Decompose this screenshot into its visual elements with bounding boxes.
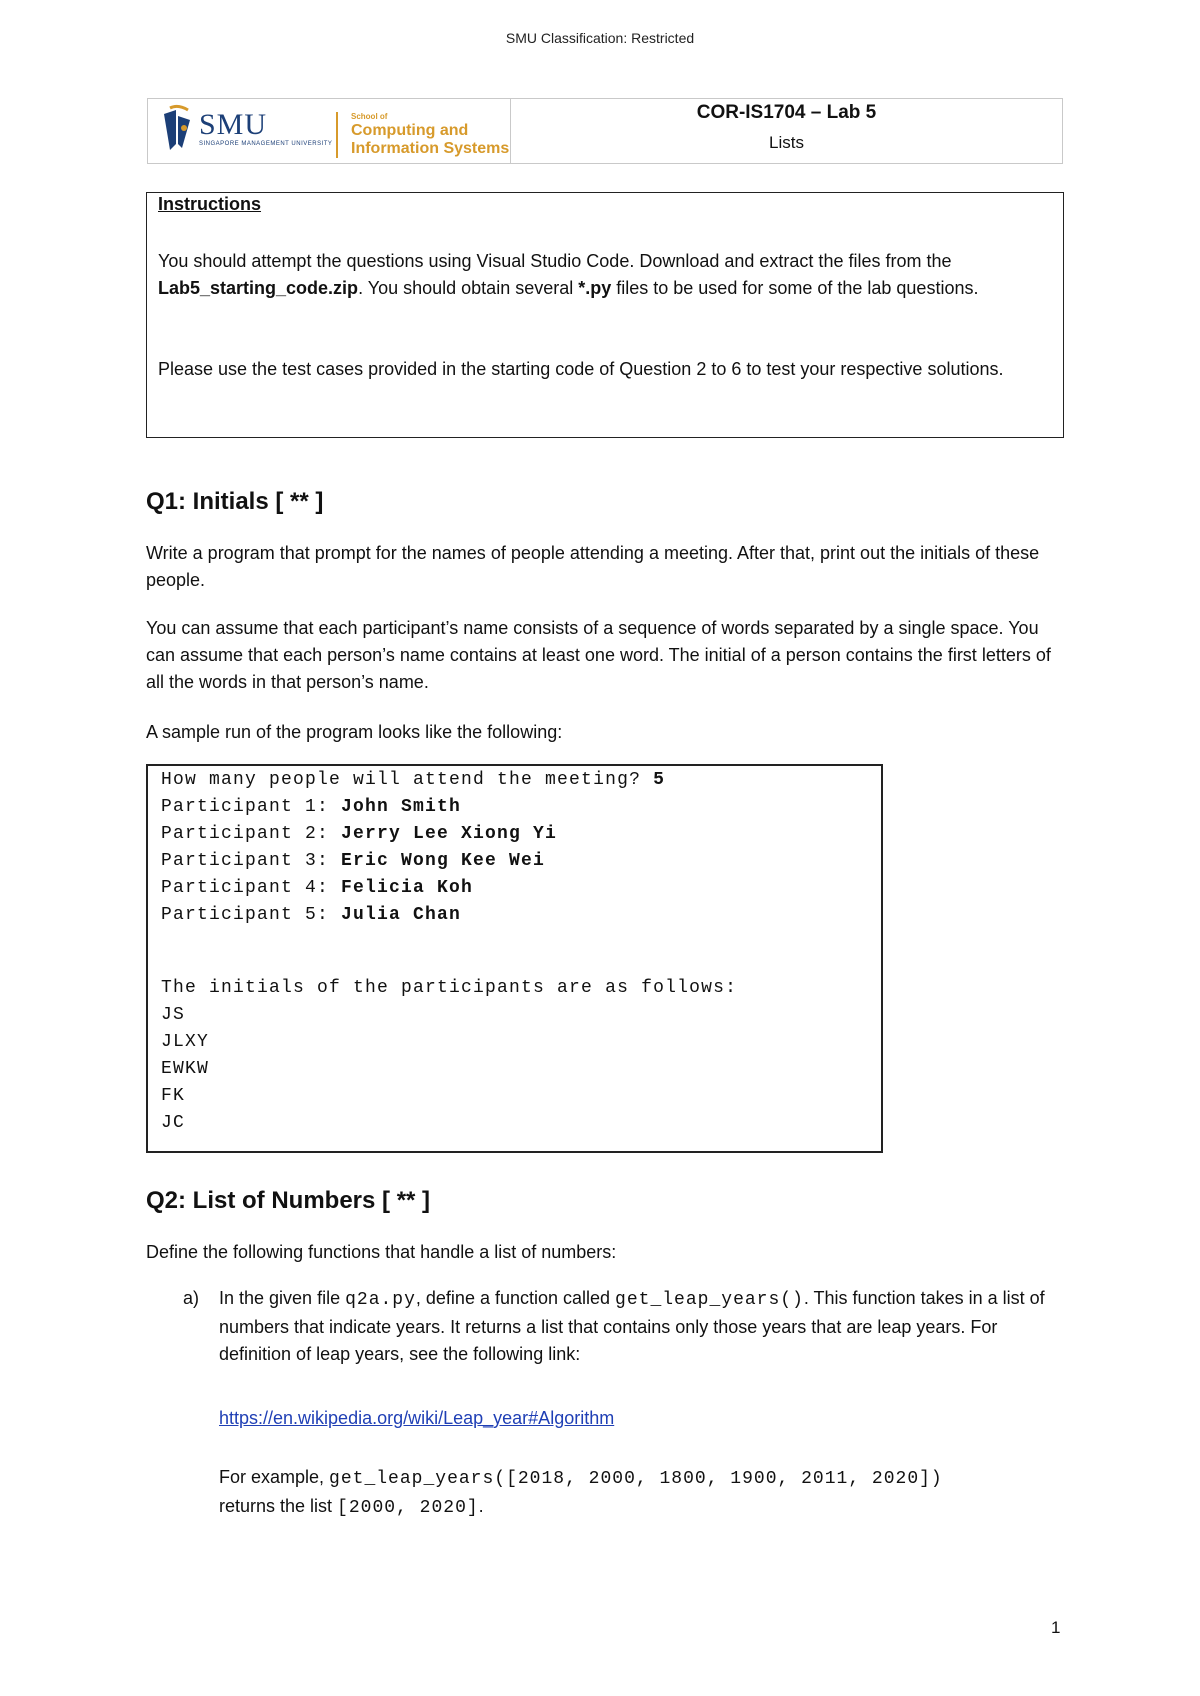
instructions-paragraph-2: Please use the test cases provided in the starting code of Question 2 to 6 to test your respective solutions. (158, 359, 1004, 379)
code-line-participant (161, 824, 557, 844)
item-text: . This function takes in a list of numbers that indicate years. It returns a list that contains only those years that are leap years. For definition of leap years, see the following link: (219, 1288, 1045, 1364)
participant-name: John Smith (341, 797, 462, 817)
q2-heading: Q2: List of Numbers [ ** ] (146, 1187, 431, 1214)
code-line-initials: JC (161, 1113, 186, 1133)
code-line-initials: FK (161, 1086, 186, 1106)
school-label-line1: Computing and (351, 122, 469, 139)
school-label (351, 122, 509, 158)
py-pattern: *.py (578, 278, 612, 298)
instr-text: . You should obtain several (358, 278, 579, 298)
item-text: , define a function called (415, 1288, 616, 1308)
school-label-small: School of (351, 112, 388, 121)
code-line-participant (161, 797, 461, 817)
instr-text: files to be used for some of the lab questions. (611, 278, 979, 298)
sample-run-box (146, 764, 883, 1153)
example-call: get_leap_years([2018, 2000, 1800, 1900, 2011, 2020]) (329, 1469, 943, 1489)
item-text: returns the list (219, 1496, 338, 1516)
code-line-initials: JLXY (161, 1032, 210, 1052)
item-text: . (478, 1496, 484, 1516)
course-title: COR-IS1704 – Lab 5 (696, 102, 877, 123)
q2-item-a-text (219, 1285, 1069, 1368)
participant-name: Julia Chan (341, 905, 462, 925)
code-input: 5 (653, 770, 666, 790)
code-line-prompt (161, 770, 665, 790)
zip-filename: Lab5_starting_code.zip (158, 278, 359, 298)
code-line-initials: JS (161, 1005, 186, 1025)
participant-label: Participant 2: (161, 824, 342, 844)
q2-item-a-link-line (219, 1405, 1069, 1432)
smu-crest-icon (160, 104, 196, 156)
classification-label: SMU Classification: Restricted (505, 30, 695, 46)
participant-label: Participant 1: (161, 797, 342, 817)
participant-name: Felicia Koh (341, 878, 474, 898)
q1-paragraph-1: Write a program that prompt for the names of people attending a meeting. After that, print out the initials of these people. (146, 543, 1040, 590)
participant-name: Jerry Lee Xiong Yi (341, 824, 558, 844)
code-line-participant (161, 905, 461, 925)
q1-paragraph-3: A sample run of the program looks like the following: (146, 722, 563, 742)
instr-text: You should attempt the questions using Visual Studio Code. Download and extract the files from the (158, 251, 952, 271)
smu-logo-text: SMU (199, 108, 268, 141)
code-prompt: How many people will attend the meeting? (161, 770, 654, 790)
participant-label: Participant 3: (161, 851, 342, 871)
q1-paragraph-2: You can assume that each participant’s name consists of a sequence of words separated by a single space. You can assume that each person’s name contains at least one word. The initial of a person contains the first letters of all the words in that person’s name. (146, 618, 1051, 692)
q2-intro: Define the following functions that handle a list of numbers: (146, 1242, 617, 1262)
participant-name: Eric Wong Kee Wei (341, 851, 546, 871)
participant-label: Participant 5: (161, 905, 342, 925)
instructions-paragraph-1 (158, 248, 1054, 302)
smu-logo-subtext: SINGAPORE MANAGEMENT UNIVERSITY (199, 141, 333, 147)
q2-item-a-marker: a) (183, 1288, 200, 1308)
example-result: [2000, 2020] (337, 1498, 479, 1518)
instructions-box (146, 192, 1064, 438)
function-name: get_leap_years() (615, 1290, 804, 1310)
code-line-participant (161, 851, 545, 871)
course-subtitle: Lists (769, 133, 804, 152)
instructions-heading: Instructions (158, 194, 262, 214)
item-text: For example, (219, 1467, 330, 1487)
page-number: 1 (1051, 1618, 1061, 1637)
participant-label: Participant 4: (161, 878, 342, 898)
item-text: In the given file (219, 1288, 346, 1308)
q1-heading: Q1: Initials [ ** ] (146, 488, 324, 515)
logo-divider (336, 112, 338, 158)
file-name: q2a.py (345, 1290, 416, 1310)
code-line-initials: EWKW (161, 1059, 210, 1079)
leap-year-link[interactable]: https://en.wikipedia.org/wiki/Leap_year#Algorithm (219, 1408, 615, 1428)
code-line-participant (161, 878, 473, 898)
school-label-line2: Information Systems (351, 140, 510, 157)
q2-item-a-example (219, 1464, 1069, 1522)
code-line-result-header: The initials of the participants are as follows: (161, 978, 738, 998)
